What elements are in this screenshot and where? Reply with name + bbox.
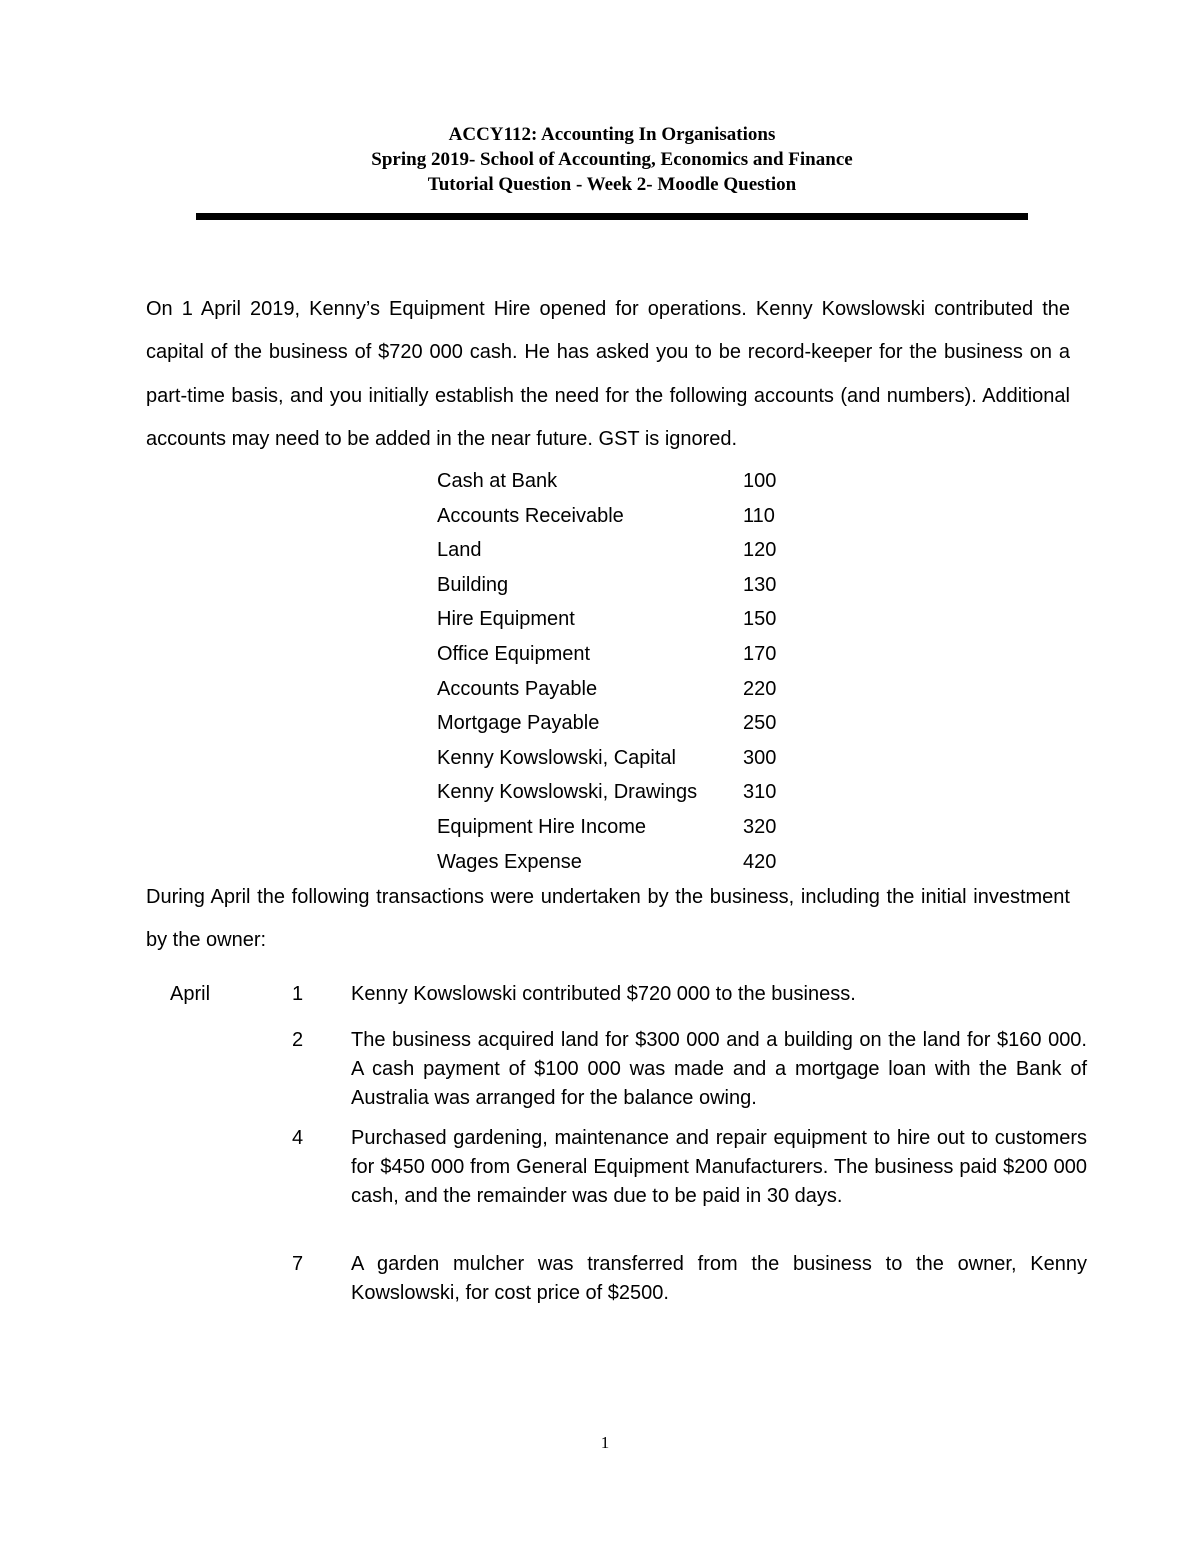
account-number: 170 [743,642,777,665]
account-row [437,602,797,637]
account-name: Kenny Kowslowski, Capital [437,746,676,769]
account-name: Hire Equipment [437,608,575,631]
account-number: 320 [743,815,777,838]
transaction-text: A garden mulcher was transferred from the business to the owner, Kenny Kowslowski, for cost price of $2500. [351,1253,1087,1304]
account-number: 100 [743,470,777,492]
account-number: 130 [743,573,777,596]
account-number: 420 [743,850,777,873]
account-number: 110 [743,504,775,527]
account-number: 150 [743,608,777,631]
account-name: Accounts Receivable [437,504,624,527]
transaction-text: The business acquired land for $300 000 and a building on the land for $160 000. A cash payment of $100 000 was made and a mortgage loan with the Bank of Australia was arranged for the balance owing. [351,1029,1087,1109]
semester-school: Spring 2019- School of Accounting, Economics and Finance [371,149,853,170]
transaction-text: Purchased gardening, maintenance and repair equipment to hire out to customers for $450 000 from General Equipment Manufacturers. The business paid $200 000 cash, and the remainder was due to be paid in 30 days. [351,1127,1087,1207]
course-title: ACCY112: Accounting In Organisations [448,124,776,145]
account-row [437,464,797,499]
tutorial-title: Tutorial Question - Week 2- Moodle Question [427,174,797,195]
account-row [437,706,797,741]
account-number: 220 [743,677,777,700]
transaction-day: 4 [292,1127,304,1149]
account-name: Land [437,539,482,562]
account-number: 310 [743,781,777,804]
document-header [0,122,1200,197]
transaction-day: 7 [292,1253,304,1275]
account-row [437,845,797,880]
account-number: 300 [743,746,777,769]
intro-paragraph: On 1 April 2019, Kenny’s Equipment Hire opened for operations. Kenny Kowslowski contributed the capital of the business of $720 000 cash. He has asked you to be record-keeper for the business on a part-time basis, and you initially establish the need for the following accounts (and numbers). Additional accounts may need to be added in the near future. GST is ignored. [146,298,1070,450]
account-name: Equipment Hire Income [437,815,646,838]
account-row [437,637,797,672]
transaction-month: April [170,983,211,1005]
account-row [437,810,797,845]
transactions-intro: During April the following transactions were undertaken by the business, including the initial investment by the owner: [146,886,1070,952]
account-name: Kenny Kowslowski, Drawings [437,781,698,804]
account-row [437,499,797,534]
account-row [437,533,797,568]
account-row [437,741,797,776]
account-name: Building [437,573,509,596]
account-name: Cash at Bank [437,470,558,492]
account-name: Wages Expense [437,850,582,873]
transaction-day: 1 [292,983,304,1005]
chart-of-accounts [437,464,797,879]
account-row [437,775,797,810]
account-row [437,568,797,603]
account-number: 250 [743,712,777,735]
transaction-text: Kenny Kowslowski contributed $720 000 to the business. [351,983,856,1005]
account-name: Accounts Payable [437,677,598,700]
account-row [437,672,797,707]
account-name: Office Equipment [437,642,591,665]
page-number: 1 [600,1433,610,1452]
account-name: Mortgage Payable [437,712,600,735]
account-number: 120 [743,539,777,562]
header-rule [196,213,1028,220]
transaction-day: 2 [292,1029,304,1051]
